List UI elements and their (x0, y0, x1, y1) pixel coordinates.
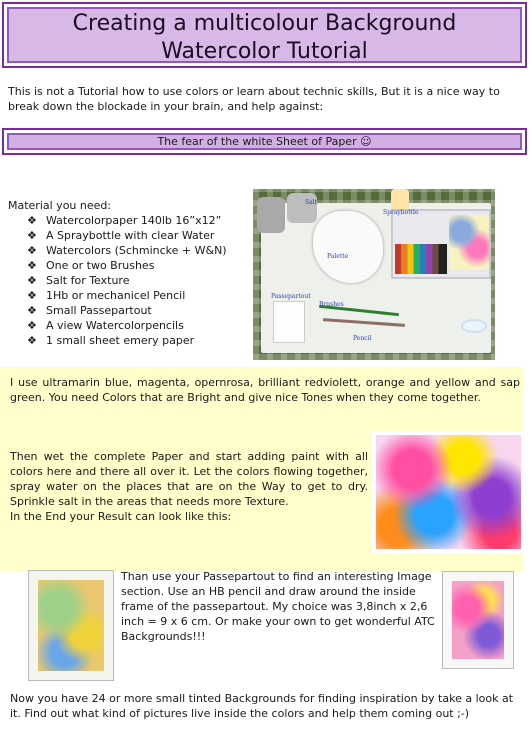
list-item: ❖ Watercolorpaper 140lb 16”x12” (27, 213, 227, 228)
wet-paragraph-end: In the End your Result can look like this: (10, 510, 232, 523)
watercolor-detail-image (38, 580, 104, 671)
list-item: ❖ Watercolors (Schmincke + W&N) (27, 243, 227, 258)
photo-label-spraybottle: Spraybottle (383, 209, 419, 216)
subtitle-banner: The fear of the white Sheet of Paper ☺ (2, 128, 527, 155)
photo-label-pencil: Pencil (353, 335, 372, 342)
material-list-section (8, 198, 227, 348)
colors-paragraph: I use ultramarin blue, magenta, opernrosa, brilliant redviolett, orange and yellow and sap green. You need Colors that are Bright and give nice Tones when they come together. (10, 376, 520, 404)
passepartout-photo-left (28, 570, 114, 681)
photo-label-salt: Salt (305, 199, 318, 206)
title-line-1: Creating a multicolour Background (72, 11, 457, 36)
title-banner (2, 2, 527, 68)
intro-text: This is not a Tutorial how to use colors or learn about technic skills, But it is a nice way to break down the blockade in your brain, and help against: (8, 85, 500, 113)
passepartout-photo-right (442, 571, 514, 669)
passepartout-paragraph: Than use your Passepartout to find an interesting Image section. Use an HB pencil and draw around the inside frame of the passepartout. My choice was 3,8inch x 2,6 inch = 9 x 6 cm. Or make your own to get wonderful ATC Backgrounds!!! (121, 570, 435, 643)
passepartout-card (273, 301, 305, 343)
list-item: ❖ A view Watercolorpencils (27, 318, 227, 333)
watercolor-detail-image (452, 581, 504, 659)
wet-paragraph-text: Then wet the complete Paper and start adding paint with all colors here and there all over it. Let the colors flowing together, spray water on the places that are on the Way to get to dry. Sprinkle salt in the areas that needs more Texture. (10, 450, 368, 508)
result-photo (372, 431, 525, 553)
material-list (27, 213, 227, 348)
final-paragraph: Now you have 24 or more small tinted Backgrounds for finding inspiration by take a look at it. Find out what kind of pictures live inside the colors and help them coming out ;-) (10, 692, 514, 720)
list-item: ❖ Small Passepartout (27, 303, 227, 318)
tape-roll (461, 319, 487, 333)
list-item: ❖ A Spraybottle with clear Water (27, 228, 227, 243)
color-swatch (449, 215, 489, 270)
list-item: ❖ 1Hb or mechanicel Pencil (27, 288, 227, 303)
salt-jar (287, 193, 317, 223)
list-item: ❖ 1 small sheet emery paper (27, 333, 227, 348)
watercolor-background-image (376, 435, 521, 549)
title-line-2: Watercolor Tutorial (161, 39, 368, 64)
materials-photo (253, 189, 495, 360)
photo-label-passepartout: Passepartout (271, 293, 311, 300)
list-item: ❖ Salt for Texture (27, 273, 227, 288)
photo-label-palette: Palette (327, 253, 349, 260)
wet-paragraph (10, 449, 368, 524)
material-heading: Material you need: (8, 199, 112, 212)
paint-pans (395, 244, 447, 274)
photo-label-brushes: Brushes (319, 301, 344, 308)
list-item: ❖ One or two Brushes (27, 258, 227, 273)
salt-jar (257, 197, 285, 233)
